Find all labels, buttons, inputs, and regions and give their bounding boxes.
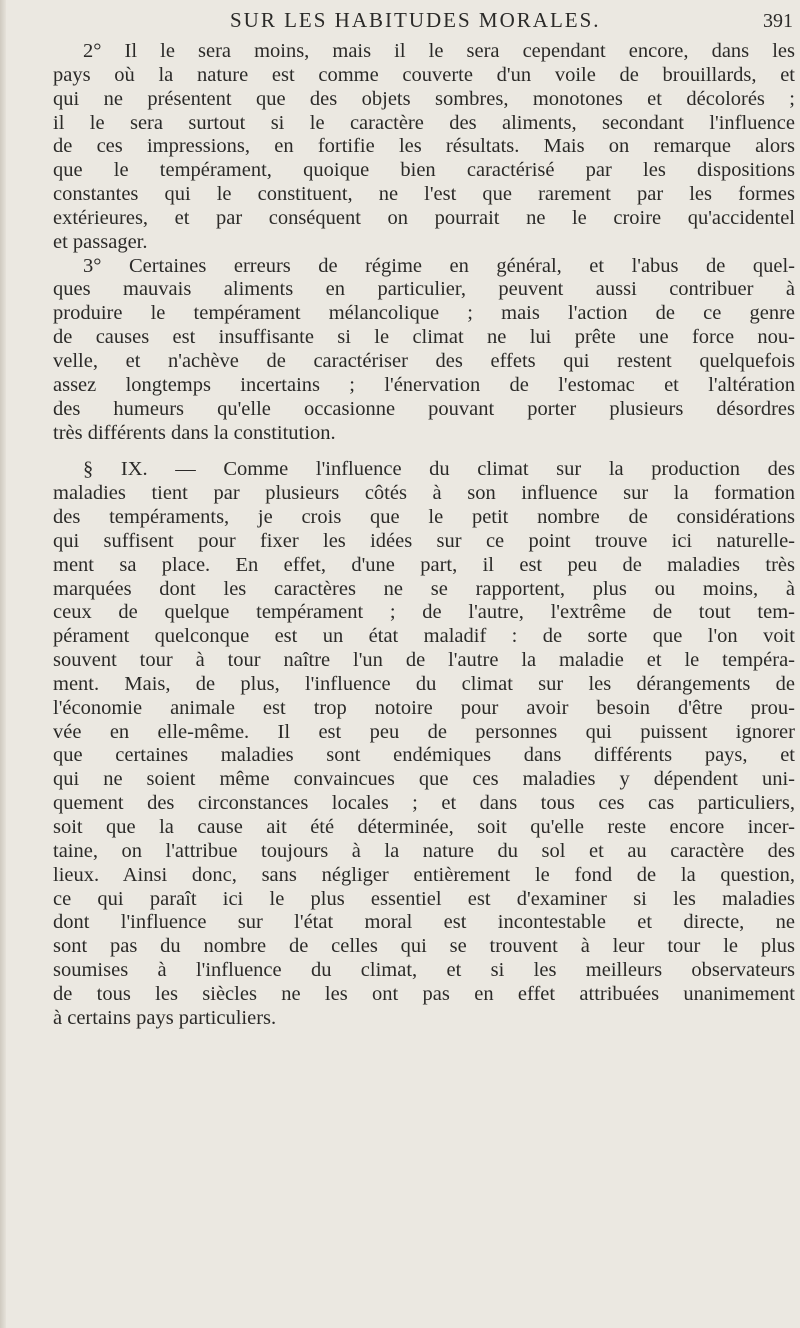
text-line: § IX. — Comme l'influence du climat sur la production des — [83, 458, 795, 481]
text-line: constantes qui le constituent, ne l'est que rarement par les formes — [53, 183, 795, 206]
binding-edge — [0, 0, 6, 1328]
text-line: 3° Certaines erreurs de régime en général, et l'abus de quel- — [83, 254, 795, 277]
text-line: sont pas du nombre de celles qui se trouvent à leur tour le plus — [53, 935, 795, 958]
text-line: de causes est insuffisante si le climat ne lui prête une force nou- — [53, 326, 795, 349]
text-line: vée en elle-même. Il est peu de personnes qui puissent ignorer — [53, 720, 795, 743]
text-line: ment. Mais, de plus, l'influence du climat sur les dérangements de — [53, 672, 795, 695]
text-line: soit que la cause ait été déterminée, soit qu'elle reste encore incer- — [53, 816, 795, 838]
text-line: des humeurs qu'elle occasionne pouvant porter plusieurs désordres — [53, 397, 795, 420]
text-line: ce qui paraît ici le plus essentiel est d'examiner si les maladies — [53, 887, 795, 910]
text-line: ceux de quelque tempérament ; de l'autre, l'extrême de tout tem- — [53, 601, 795, 624]
text-line: extérieures, et par conséquent on pourrait ne le croire qu'accidentel — [53, 206, 795, 229]
text-line: que certaines maladies sont endémiques dans différents pays, et — [53, 744, 795, 767]
text-line: et passager. — [53, 230, 148, 253]
body-text — [53, 40, 795, 1031]
text-line: ment sa place. En effet, d'une part, il est peu de maladies très — [53, 553, 795, 576]
text-line: taine, on l'attribue toujours à la nature du sol et au caractère des — [53, 839, 795, 862]
text-line: pays où la nature est comme couverte d'un voile de brouillards, et — [53, 63, 795, 86]
text-line: de ces impressions, en fortifie les résultats. Mais on remarque alors — [53, 135, 795, 158]
text-line: dont l'influence sur l'état moral est incontestable et directe, ne — [53, 911, 795, 934]
text-line: à certains pays particuliers. — [53, 1006, 277, 1029]
text-line: marquées dont les caractères ne se rapportent, plus ou moins, à — [53, 577, 795, 600]
text-line: de tous les siècles ne les ont pas en effet attribuées unanimement — [53, 982, 795, 1005]
text-line: 2° Il le sera moins, mais il le sera cependant encore, dans les — [83, 40, 795, 62]
text-line: souvent tour à tour naître l'un de l'autre la maladie et le tempéra- — [53, 649, 795, 672]
section-gap — [53, 445, 795, 458]
text-line: maladies tient par plusieurs côtés à son influence sur la formation — [53, 482, 795, 505]
text-line: velle, et n'achève de caractériser des effets qui restent quelquefois — [53, 349, 795, 372]
page-header — [60, 8, 795, 36]
paragraph — [53, 255, 795, 446]
text-line: assez longtemps incertains ; l'énervation de l'estomac et l'altération — [53, 373, 795, 396]
text-line: que le tempérament, quoique bien caractérisé par les dispositions — [53, 159, 795, 182]
paragraph — [53, 458, 795, 1030]
running-title: SUR LES HABITUDES MORALES. — [230, 8, 601, 32]
text-line: pérament quelconque est un état maladif : de sorte que l'on voit — [53, 625, 795, 648]
text-line: quement des circonstances locales ; et dans tous ces cas particuliers, — [53, 792, 795, 815]
text-line: qui ne présentent que des objets sombres, monotones et décolorés ; — [53, 87, 795, 110]
text-line: produire le tempérament mélancolique ; mais l'action de ce genre — [53, 302, 795, 325]
text-line: des tempéraments, je crois que le petit nombre de considérations — [53, 506, 795, 529]
text-line: soumises à l'influence du climat, et si les meilleurs observateurs — [53, 959, 795, 982]
page-number: 391 — [763, 10, 793, 32]
text-line: très différents dans la constitution. — [53, 421, 336, 444]
text-line: il le sera surtout si le caractère des aliments, secondant l'influence — [53, 111, 795, 134]
paragraph — [53, 40, 795, 255]
text-line: l'économie animale est trop notoire pour avoir besoin d'être prou- — [53, 696, 795, 719]
text-line: ques mauvais aliments en particulier, peuvent aussi contribuer à — [53, 278, 795, 301]
text-line: qui suffisent pour fixer les idées sur ce point trouve ici naturelle- — [53, 529, 795, 552]
text-line: lieux. Ainsi donc, sans négliger entièrement le fond de la question, — [53, 863, 795, 886]
text-line: qui ne soient même convaincues que ces maladies y dépendent uni- — [53, 768, 795, 791]
